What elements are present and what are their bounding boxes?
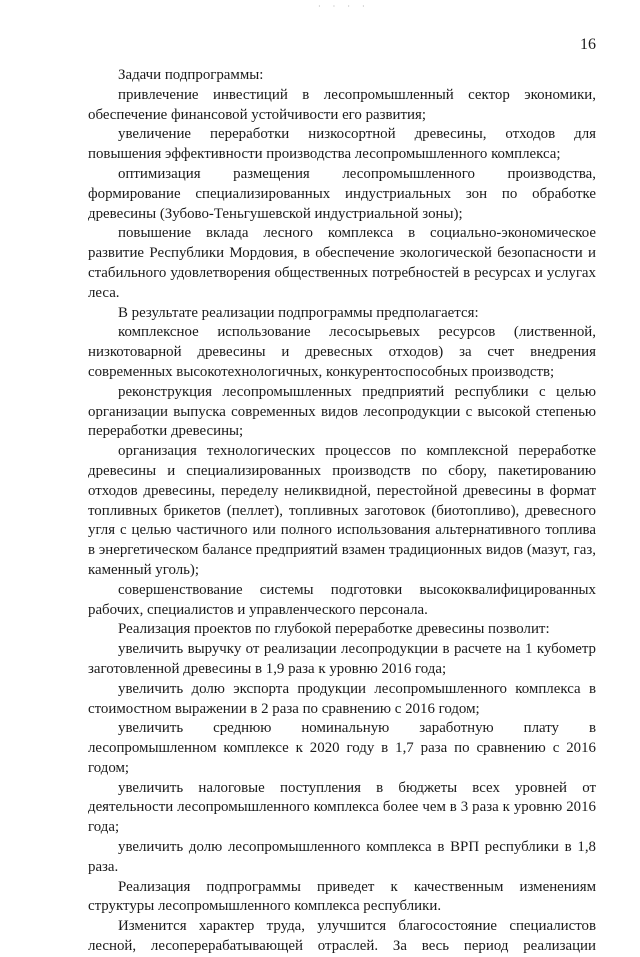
scan-artifact: · · · ·	[318, 2, 370, 11]
paragraph: Задачи подпрограммы:	[118, 67, 264, 83]
paragraph: увеличить долю экспорта продукции лесопромышленного комплекса в стоимостном выражении в 2 раза по сравнению с 2016 годом;	[88, 680, 596, 717]
paragraph: комплексное использование лесосырьевых ресурсов (лиственной, низкотоварной древесины и древесных отходов) за счет внедрения современных высокотехнологичных, конкурентоспособных производств;	[88, 324, 596, 380]
paragraph: совершенствование системы подготовки высококвалифицированных рабочих, специалистов и управленческого персонала.	[88, 581, 596, 618]
paragraph: увеличение переработки низкосортной древесины, отходов для повышения эффективности производства лесопромышленного комплекса;	[88, 126, 596, 163]
paragraph: оптимизация размещения лесопромышленного производства, формирование специализированных индустриальных зон по обработке древесины (Зубово-Теньгушевской индустриальной зоны);	[88, 165, 596, 222]
paragraph: организация технологических процессов по комплексной переработке древесины и специализированных производств по сбору, пакетированию отходов древесины, переделу неликвидной, перестойной древесины в формат топливных брикетов (пеллет), топливных заготовок (биотопливо), древесного угля с целью частичного или полного использования альтернативного топлива в энергетическом балансе предприятий взамен традиционных видов (мазут, газ, каменный уголь);	[88, 443, 596, 578]
paragraph: повышение вклада лесного комплекса в социально-экономическое развитие Республики Мордовия, в обеспечение экологической безопасности и стабильного удовлетворения общественных потребностей в ресурсах и услугах леса.	[88, 225, 596, 301]
paragraph: Реализация подпрограммы приведет к качественным изменениям структуры лесопромышленного комплекса республики.	[88, 878, 596, 915]
paragraph: увеличить среднюю номинальную заработную плату в лесопромышленном комплексе к 2020 году в 1,7 раза по сравнению с 2016 годом;	[88, 720, 596, 776]
paragraph: увеличить налоговые поступления в бюджеты всех уровней от деятельности лесопромышленного комплекса более чем в 3 раза к уровню 2016 года;	[88, 779, 596, 836]
paragraph: увеличить долю лесопромышленного комплекса в ВРП республики в 1,8 раза.	[88, 839, 596, 875]
paragraph: В результате реализации подпрограммы предполагается:	[118, 304, 479, 321]
paragraph: привлечение инвестиций в лесопромышленный сектор экономики, обеспечение финансовой устойчивости его развития;	[88, 86, 596, 123]
page-number: 16	[580, 36, 596, 53]
paragraph: увеличить выручку от реализации лесопродукции в расчете на 1 кубометр заготовленной древесины в 1,9 раза к уровню 2016 года;	[88, 641, 596, 677]
paragraph: реконструкция лесопромышленных предприятий республики с целью организации выпуска современных видов лесопродукции с высокой степенью переработки древесины;	[88, 383, 596, 440]
paragraph: Реализация проектов по глубокой переработке древесины позволит:	[118, 621, 550, 638]
paragraph: Изменится характер труда, улучшится благосостояние специалистов лесной, лесоперерабатывающей отраслей. За весь период реализации	[88, 918, 596, 955]
document-body	[88, 66, 596, 957]
